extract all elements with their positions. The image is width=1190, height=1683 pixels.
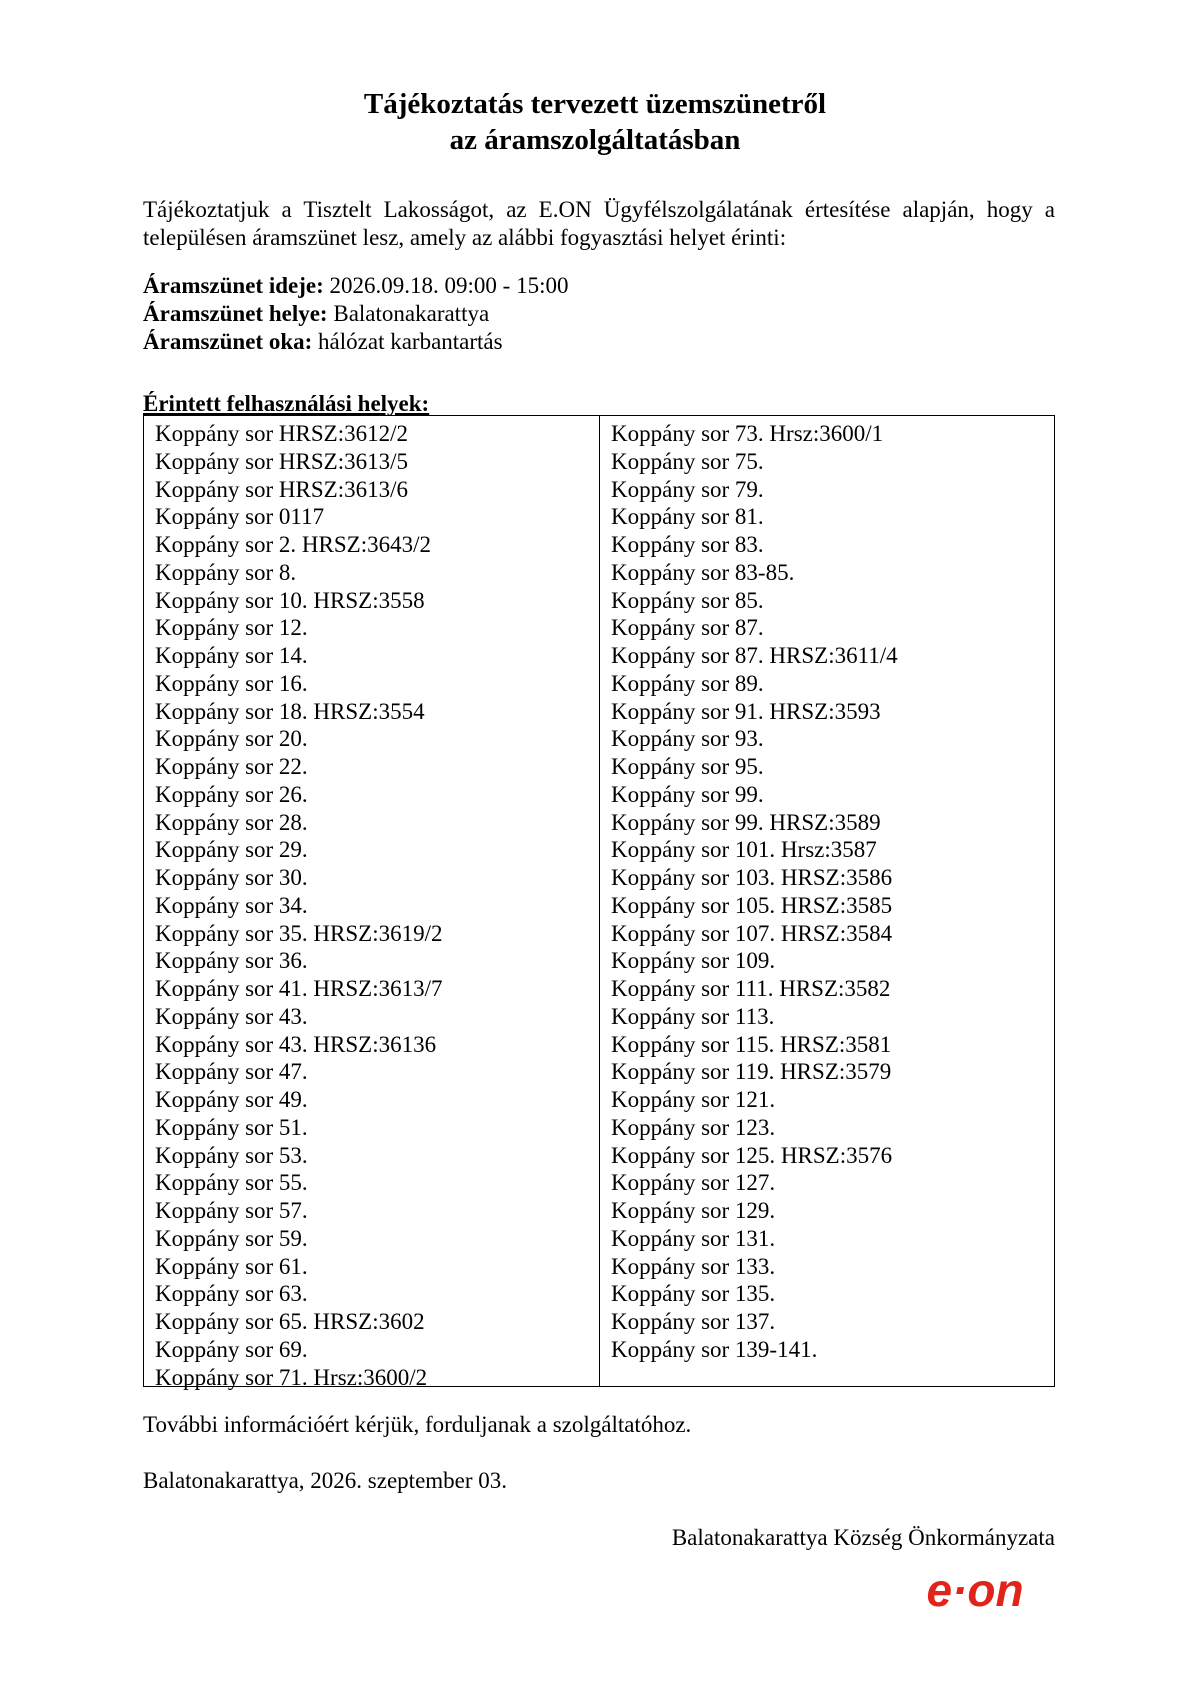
intro-line1: Tájékoztatjuk a Tisztelt Lakosságot, az E.ON Ügyfélszolgálatának értesítése alapján, hogy a [143, 197, 1055, 222]
address-row: Koppány sor 12. [155, 615, 308, 641]
address-row: Koppány sor 131. [611, 1225, 776, 1251]
eon-logo-text: e·on [926, 1566, 1024, 1616]
address-row: Koppány sor HRSZ:3613/6 [155, 476, 408, 502]
outage-time-value: 2026.09.18. 09:00 - 15:00 [323, 273, 569, 298]
address-row: Koppány sor 109. [611, 948, 776, 974]
document-title-line1: Tájékoztatás tervezett üzemszünetről [363, 88, 827, 120]
address-row: Koppány sor 127. [611, 1170, 776, 1196]
address-table [143, 415, 1055, 1390]
address-row: Koppány sor 139-141. [611, 1336, 818, 1362]
outage-reason-label: Áramszünet oka: [143, 329, 313, 354]
outage-time [143, 272, 568, 300]
address-row: Koppány sor 59. [155, 1225, 308, 1251]
address-row: Koppány sor 36. [155, 948, 308, 974]
intro-paragraph [143, 196, 1055, 252]
address-row: Koppány sor 113. [611, 1003, 775, 1029]
address-row: Koppány sor 28. [155, 809, 308, 835]
address-row: Koppány sor 65. HRSZ:3602 [155, 1309, 425, 1334]
outage-reason [143, 328, 503, 356]
address-row: Koppány sor 87. [611, 615, 764, 641]
address-row: Koppány sor 53. [155, 1142, 308, 1168]
address-row: Koppány sor 71. Hrsz:3600/2 [155, 1364, 428, 1390]
address-row: Koppány sor 69. [155, 1336, 308, 1362]
eon-logo-icon [904, 1566, 1046, 1618]
address-row: Koppány sor 115. HRSZ:3581 [611, 1031, 892, 1057]
address-row: Koppány sor 55. [155, 1170, 308, 1196]
address-row: Koppány sor 135. [611, 1281, 776, 1307]
address-row: Koppány sor 2. HRSZ:3643/2 [155, 532, 431, 557]
address-row: Koppány sor 121. [611, 1087, 776, 1112]
address-row: Koppány sor 89. [611, 670, 764, 696]
address-row: Koppány sor 85. [611, 587, 764, 613]
address-row: Koppány sor 14. [155, 643, 308, 668]
address-row: Koppány sor 29. [155, 837, 308, 863]
address-row: Koppány sor 41. HRSZ:3613/7 [155, 976, 443, 1001]
address-row: Koppány sor 133. [611, 1253, 776, 1279]
address-row: Koppány sor 79. [611, 476, 764, 502]
address-row: Koppány sor 43. HRSZ:36136 [155, 1031, 437, 1057]
address-row: Koppány sor 83-85. [611, 559, 795, 585]
place-date: Balatonakarattya, 2026. szeptember 03. [143, 1468, 508, 1493]
address-row: Koppány sor 34. [155, 892, 308, 918]
address-row: Koppány sor 129. [611, 1198, 776, 1223]
outage-place-label: Áramszünet helye: [143, 301, 328, 326]
outage-time-label: Áramszünet ideje: [143, 273, 324, 298]
address-row: Koppány sor 93. [611, 726, 764, 752]
address-row: Koppány sor 43. [155, 1003, 308, 1029]
address-row: Koppány sor 18. HRSZ:3554 [155, 698, 425, 724]
outage-reason-value: hálózat karbantartás [312, 329, 503, 354]
address-row: Koppány sor 107. HRSZ:3584 [611, 920, 893, 946]
address-row: Koppány sor 26. [155, 781, 308, 807]
address-row: Koppány sor HRSZ:3613/5 [155, 448, 408, 474]
address-row: Koppány sor 99. [611, 781, 764, 807]
address-row: Koppány sor 51. [155, 1114, 308, 1140]
address-row: Koppány sor 91. HRSZ:3593 [611, 698, 881, 724]
address-row: Koppány sor 73. Hrsz:3600/1 [611, 421, 884, 446]
intro-line2: településen áramszünet lesz, amely az alábbi fogyasztási helyet érinti: [143, 225, 787, 250]
address-row: Koppány sor 111. HRSZ:3582 [611, 976, 891, 1001]
outage-place [143, 300, 489, 328]
more-info-text: További információért kérjük, forduljanak a szolgáltatóhoz. [143, 1412, 692, 1437]
address-row: Koppány sor 30. [155, 865, 308, 890]
document-title-line2: az áramszolgáltatásban [449, 124, 741, 156]
address-column-left [144, 416, 599, 1390]
address-column-right [599, 416, 1054, 1386]
address-row: Koppány sor 95. [611, 754, 764, 779]
affected-heading: Érintett felhasználási helyek: [143, 391, 430, 416]
address-row: Koppány sor 99. HRSZ:3589 [611, 809, 881, 835]
address-row: Koppány sor 0117 [155, 504, 325, 530]
address-row: Koppány sor 81. [611, 504, 764, 530]
address-row: Koppány sor 20. [155, 726, 308, 752]
address-row: Koppány sor 87. HRSZ:3611/4 [611, 643, 898, 668]
address-row: Koppány sor 123. [611, 1114, 776, 1140]
address-row: Koppány sor 61. [155, 1253, 308, 1279]
address-row: Koppány sor 47. [155, 1059, 308, 1085]
address-row: Koppány sor 75. [611, 448, 764, 474]
address-row: Koppány sor 22. [155, 754, 308, 779]
address-row: Koppány sor 103. HRSZ:3586 [611, 865, 893, 890]
address-row: Koppány sor 8. [155, 559, 297, 585]
address-row: Koppány sor 49. [155, 1087, 308, 1112]
address-row: Koppány sor 125. HRSZ:3576 [611, 1142, 893, 1168]
address-row: Koppány sor 137. [611, 1309, 776, 1334]
address-row: Koppány sor 10. HRSZ:3558 [155, 587, 425, 613]
address-row: Koppány sor 105. HRSZ:3585 [611, 892, 893, 918]
address-row: Koppány sor 63. [155, 1281, 308, 1307]
address-row: Koppány sor 16. [155, 670, 308, 696]
address-row: Koppány sor HRSZ:3612/2 [155, 421, 408, 446]
outage-place-value: Balatonakarattya [327, 301, 490, 326]
address-row: Koppány sor 35. HRSZ:3619/2 [155, 920, 443, 946]
address-row: Koppány sor 57. [155, 1198, 308, 1223]
signature: Balatonakarattya Község Önkormányzata [671, 1525, 1055, 1550]
address-row: Koppány sor 101. Hrsz:3587 [611, 837, 877, 863]
address-row: Koppány sor 119. HRSZ:3579 [611, 1059, 892, 1085]
address-row: Koppány sor 83. [611, 532, 764, 557]
